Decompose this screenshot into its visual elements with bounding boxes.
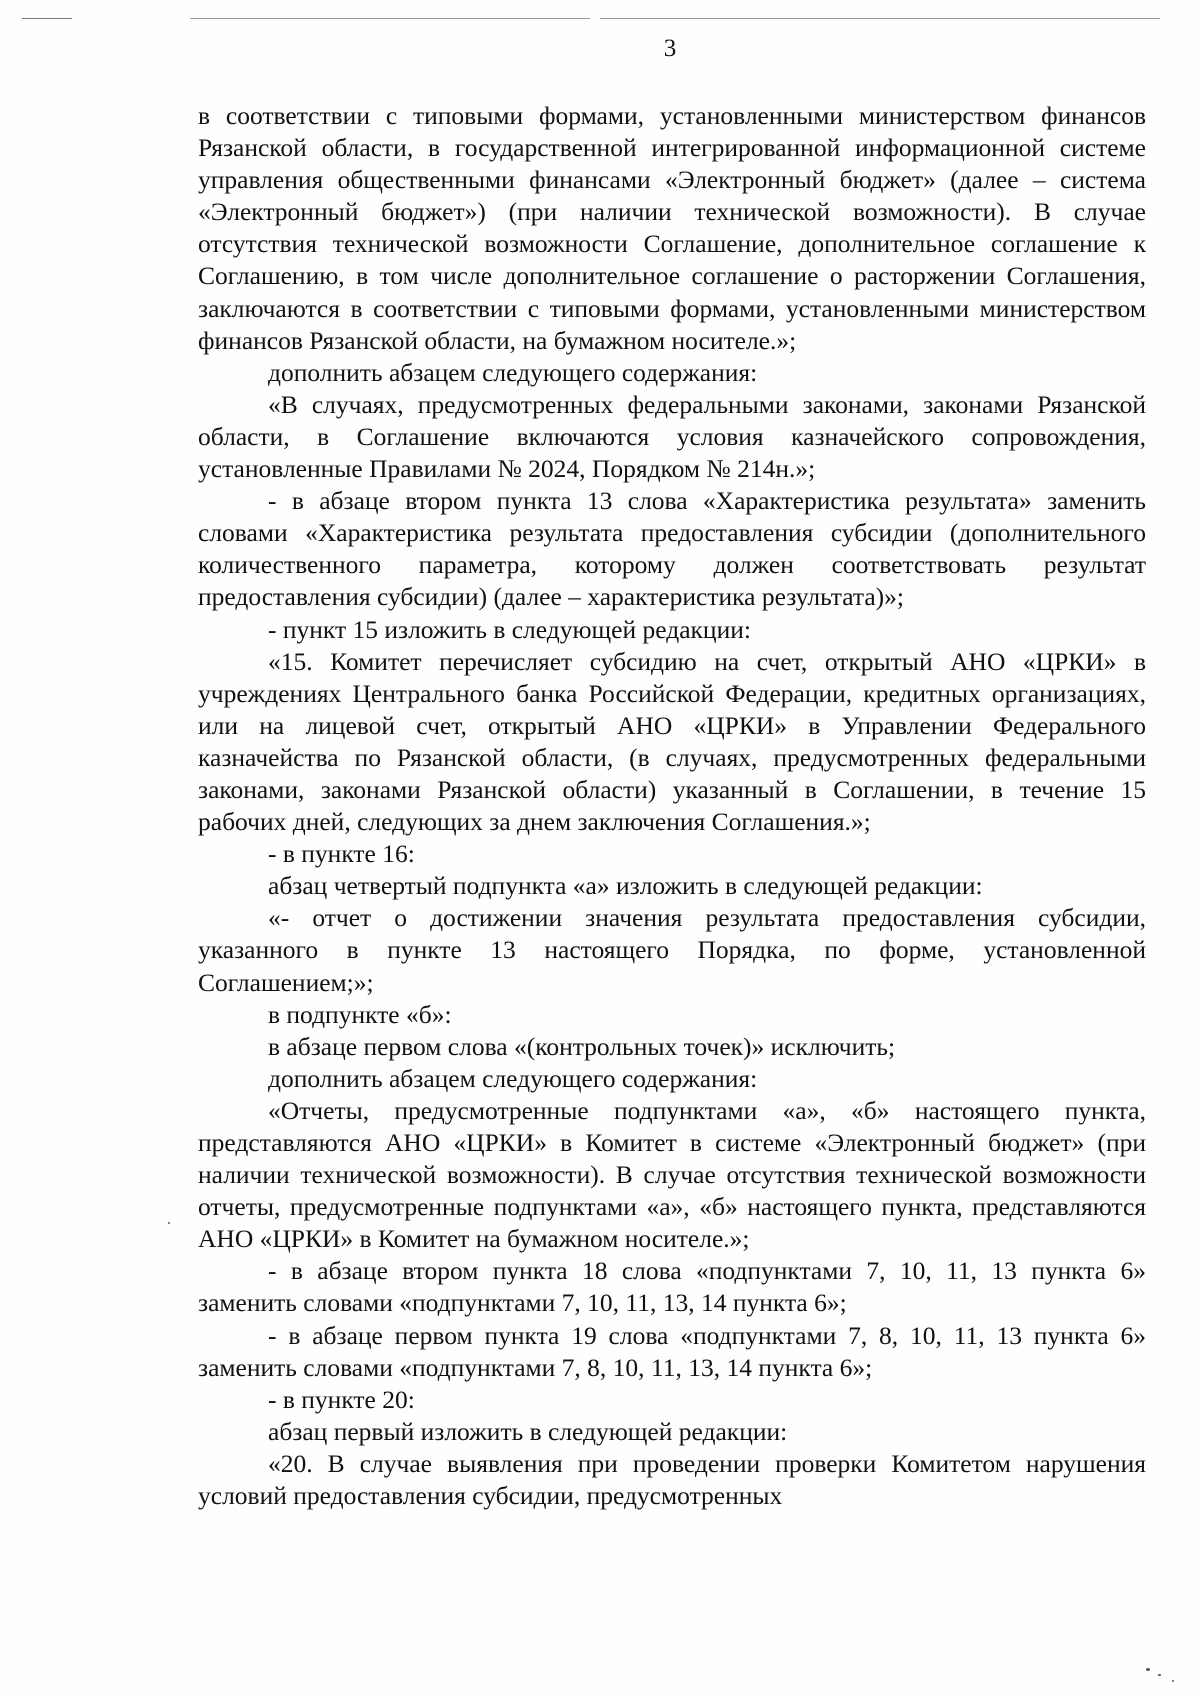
paragraph: абзац четвертый подпункта «а» изложить в следующей редакции:	[268, 871, 983, 901]
paragraph: «15. Комитет перечисляет субсидию на счет, открытый АНО «ЦРКИ» в учреждениях Центрального банка Российской Федерации, кредитных организациях, или на лицевой счет, открытый АНО «ЦРКИ» в Управлении Федерального казначейства по Рязанской области, (в случаях, предусмотренных федеральными законами, законами Рязанской области) указанный в Соглашении, в течение 15 рабочих дней, следующих за днем заключения Соглашения.»;	[198, 646, 1146, 837]
scan-speck	[168, 1222, 170, 1224]
paragraph: - в пункте 20:	[268, 1384, 415, 1414]
paragraph: - пункт 15 изложить в следующей редакции:	[268, 614, 751, 644]
paragraph: - в абзаце втором пункта 18 слова «подпунктами 7, 10, 11, 13 пункта 6» заменить словами «подпунктами 7, 10, 11, 13, 14 пункта 6»;	[198, 1256, 1146, 1318]
paragraph: дополнить абзацем следующего содержания:	[268, 1063, 758, 1093]
scan-speck	[1146, 1668, 1150, 1671]
paragraph: в подпункте «б»:	[268, 999, 452, 1029]
paragraph: «20. В случае выявления при проведении проверки Комитетом нарушения условий предоставления субсидии, предусмотренных	[198, 1448, 1146, 1511]
page-number: 3	[663, 35, 677, 62]
paragraph: - в абзаце втором пункта 13 слова «Характеристика результата» заменить словами «Характеристика результата предоставления субсидии (дополнительного количественного параметра, которому должен соответствовать результат предоставления субсидии) (далее – характеристика результата)»;	[198, 486, 1146, 612]
paragraph: «- отчет о достижении значения результата предоставления субсидии, указанного в пункте 13 настоящего Порядка, по форме, установленной Соглашением;»;	[198, 903, 1146, 997]
paragraph: «Отчеты, предусмотренные подпунктами «а», «б» настоящего пункта, представляются АНО «ЦРКИ» в Комитет в системе «Электронный бюджет» (при наличии технической возможности). В случае отсутствия технической возможности отчеты, предусмотренные подпунктами «а», «б» настоящего пункта, представляются АНО «ЦРКИ» в Комитет на бумажном носителе.»;	[198, 1095, 1146, 1254]
paragraph: абзац первый изложить в следующей редакции:	[268, 1416, 788, 1446]
document-body	[198, 100, 1146, 1512]
paragraph: дополнить абзацем следующего содержания:	[268, 357, 758, 387]
paragraph: - в пункте 16:	[268, 839, 415, 869]
scan-speck	[1158, 1674, 1161, 1676]
scan-speck	[1172, 1680, 1174, 1682]
paragraph: в абзаце первом слова «(контрольных точек)» исключить;	[268, 1031, 896, 1061]
paragraph: «В случаях, предусмотренных федеральными законами, законами Рязанской области, в Соглашение включаются условия казначейского сопровождения, установленные Правилами № 2024, Порядком № 214н.»;	[198, 389, 1146, 484]
paragraph: в соответствии с типовыми формами, установленными министерством финансов Рязанской области, в государственной интегрированной информационной системе управления общественными финансами «Электронный бюджет» (далее – система «Электронный бюджет») (при наличии технической возможности). В случае отсутствия технической возможности Соглашение, дополнительное соглашение к Соглашению, в том числе дополнительное соглашение о расторжении Соглашения, заключаются в соответствии с типовыми формами, установленными министерством финансов Рязанской области, на бумажном носителе.»;	[198, 101, 1146, 355]
paragraph: - в абзаце первом пункта 19 слова «подпунктами 7, 8, 10, 11, 13 пункта 6» заменить словами «подпунктами 7, 8, 10, 11, 13, 14 пункта 6»;	[198, 1320, 1146, 1382]
scan-edge-artifact	[0, 16, 1200, 22]
